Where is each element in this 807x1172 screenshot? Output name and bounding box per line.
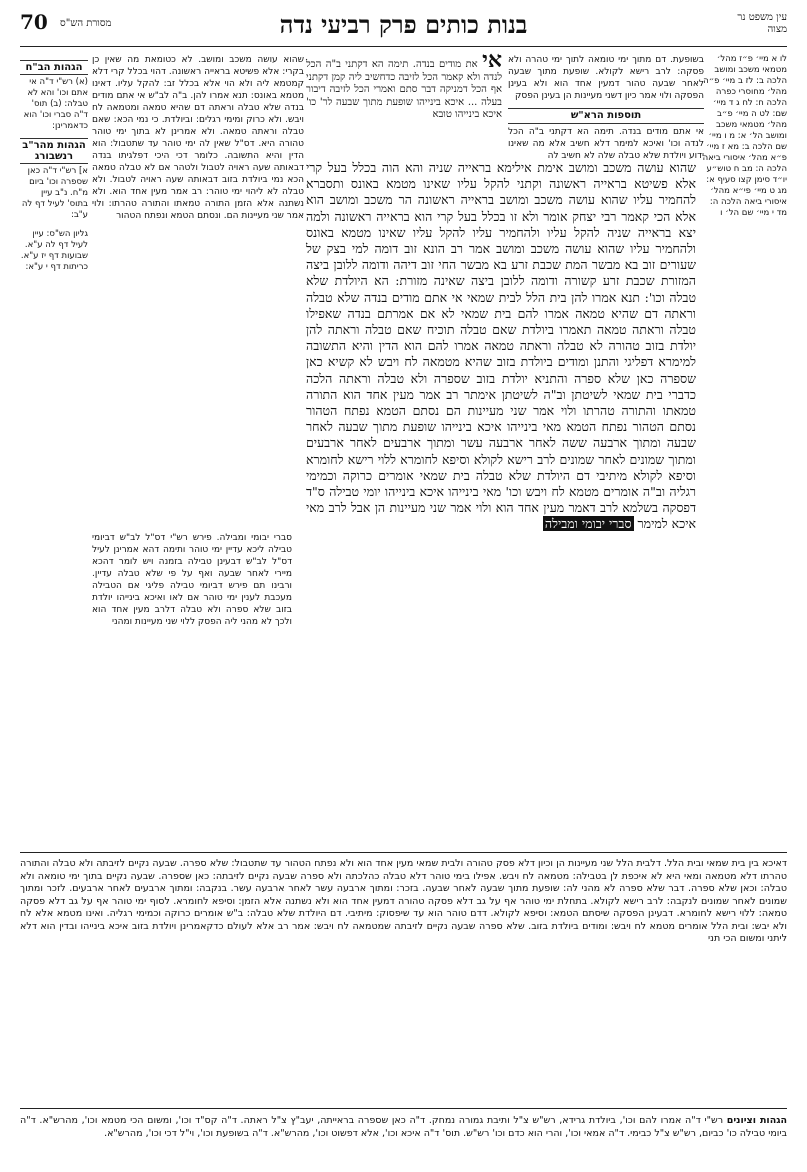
header-divider [20, 46, 787, 47]
bottom-divider [20, 852, 787, 853]
gilyon-hashas-text: גליון הש"ס: עיין לעיל דף לה ע"א. שבועות דף יז ע"א. כריתות דף י ע"א: [20, 229, 88, 272]
gemara-main-body: שהוא עושה משכב ומושב אימת אילימא בראייה שניה והא הוה בכלל בעל קרי אלא פשיטא בראייה ראשונה וקתני להקל עליו שאינו מטמא באונס ותסברא להחמיר עליו שהוא עושה משכב ומושב בראייה ראשונה הר משכב ומושב הוא אלא הכי קאמר רבי יצחק אומר ולא זו בכלל בעל קרי הוא בראייה ראשונה ולמה יצא בראייה שניה להקל עליו ולהחמיר עליו להקל עליו שאינו מטמא באונס ולהחמיר עליו שהוא עושה משכב ומושב אמר רב הונא זוב דומה למי בצק של שעורים זוב בא מבשר המת שכבת זרע בא מבשר החי זוב דיהה ודומה ללובן ביצה המזורת שכבת זרע קשורה ודומה ללובן ביצה שאינה מזורת: הא היולדת שלא טבלה וכו': תנא אמרו להן בית הלל לבית שמאי אי אתם מודים בנדה שלא טבלה וראתה דם שהיא טמאה אמרו להם בית שמאי לא אם אמרתם בנדה שאפילו טבלה וראתה טמאה תאמרו ביולדת שאם טבלה תוכיח שאם טבלה וראתה להן יולדת בזוב טהורה לא טבלה וראתה טמאה אמרו להם הוא הדין והיא התשובה למימרא דפליגי והתנן ומודים ביולדת בזוב שהיא מטמאה לח ויבש לא קשיא כאן שספרה כאן שלא ספרה והתניא יולדת בזוב שספרה ולא טבלה וראתה הלכה כדברי בית שמאי לשיטתן וב"ה לשיטתן אימתר רב אמר מעין אחד הוא התורה טמאתו והתורה טהרתו ולוי אמר שני מעיינות הם נסתם הטמא נפתח הטהור נסתם הטהור נפתח הטמא מאי בינייהו איכא בינייהו שופעת מתוך שבעה לאחר שבעה ומתוך ארבעה ששה לאחר ארבעה עשר ומתוך ארבעים לאחר ארבעים ומתוך שמונים לאחר שמונים לרב רישא לקולא וסיפא לחומרא ללוי רישא לחומרא וסיפא לקולא מיתיבי דם היולדת שלא טבלה בית שמאי אומרים כרוקה וכמימי רגליה וב"ה אומרים מטמא לח ויבש וכו' מאי בינייהו איכא בינייהו יומי טבילה ס"ד דפסקה בשלמא לרב דאמר מעין אחד הוא ולוי אמר שני מעיינות הן אבל לרב מאי איכא למימר [306, 160, 696, 532]
hagahot-bach-title: הגהות הב"ח [20, 60, 88, 75]
mesorat-label: מסורת הש"ס [60, 18, 112, 29]
eyn-mishpat-label: עין משפט נר מצוה [737, 12, 787, 35]
gemara-opening-word: אי [482, 47, 502, 73]
footer-divider [20, 1108, 787, 1109]
page-header [20, 10, 787, 42]
footer-title: הגהות וציונים [726, 1115, 787, 1126]
tosafot-harosh-title: תוספות הרא"ש [508, 108, 704, 124]
page-number: 70 [20, 10, 48, 34]
commentary-top-right [508, 54, 704, 161]
tosafot-harosh-text: אי אתם מודים בנדה. תימה הא דקתני ב"ה הכל לנדה וכו' ואיכא למימר דלא חשיב אלא מה שאינו ידוע ויולדת שלא טבלה שלה לא חשיב לה [508, 127, 704, 161]
rashi-commentary [92, 54, 304, 532]
bottom-commentary-text: דאיכא בין בית שמאי ובית הלל. דלבית הלל שני מעיינות הן וכיון דלא פסק טהורה ולבית שמאי מעין אחד הוא ולא נפתח הטהור עד שתטבול: שלא ספרה. שבעה נקיים לזיבתה ולא טבלה והתורה טהרתו דלא מטמאה ומאי היא לא איכפת לן בטבילה: מטמאה לח ויבש. אפילו בימי טוהר דלא טבלה כהלכתה ולא ספרה שבעה נקיים לזיבתה: כאן שספרה. שבעה נקיים בתוך ימי טומאה ולא טבלה: וכאן שלא ספרה. דבר שלא ספרה לא מהני לה: שופעת מתוך שבעה לאחר שבעה. בזכר: ומתוך ארבעה עשר לאחר ארבעה עשר. בנקבה: ומתוך ארבעים לאחר ארבעים. לזכר ומתוך שמונים לאחר שמונים לנקבה: לרב רישא לקולא. בתחלת ימי טוהר אף על גב דלא פסקה טהורה דמעין אחד הוא ולא נשתנה אלא הזמן: וסיפא לחומרא. לסוף ימי טוהר אף על גב דלא פסקה טמאה: ללוי רישא לחומרא. דבעינן הפסקה שיסתם הטמא: וסיפא לקולא. דדם טוהר הוא עד שיפסוק: מיתיבי. דם היולדת שלא טבלה: ב"ש אומרים כרוקה וכמימי רגליה. ואינו מטמא אלא לח ולא יבש: ובית הלל אומרים מטמא לח ויבש: ומודים ביולדת בזוב. שלא ספרה שבעה נקיים לזיבתה שמטמאה לח ויבש: אמר רב אלא לעולם כדקאמרינן ויולדת בזוב איכא בינייהו ובדין הוא דלא ליתני ומשום הכי תני [20, 858, 787, 944]
highlighted-phrase[interactable]: סברי יבומי ומבילה [544, 516, 632, 532]
rashi-text: שהוא עושה משכב ומושב. לא כטומאת מה שאין כן בקרי: אלא פשיטא בראייה ראשונה. דהוי בכלל קרי דלא קמטמא ליה ולא הוי אלא בכלל זב: להקל עליו. דאינו מטמא באונס: תנא אמרו להן. ב"ה לב"ש אי אתם מודים בנדה שלא טבלה וראתה דם שהיא טמאה ומטמאה לח ויבש. ולא כרוק ומימי רגלים: וביולדת. כי נמי הכא: שאם טבלה וראתה טמאה. ולא אמרינן לא בתוך ימי טוהר טהורה היא. דס"ל שאין לה ימי טוהר עד שתטבול: הוא הדין והיא התשובה. כלומר דכי היכי דפלגיתו בנדה דבאותה שעה ראויה לטבול ולטהר אם לא טבלה טמאה הכא נמי ביולדת בזוב דבאותה שעה ראויה לטבול. ולא טבלה לא ליהוי ימי טוהר: רב אמר מעין אחד הוא. ולא נשתנה אלא הזמן התורה טמאתו והתורה טהרתו: ולוי אמר שני מעיינות הם. ונסתם הטמא ונפתח הטהור [92, 55, 304, 221]
tosafot-commentary [92, 532, 292, 842]
footer-notes [20, 1114, 787, 1162]
gemara-top-text: את מודים בנדה. תימה הא דקתני ב"ה הכל לנדה ולא קאמר הכל לזיבה כדחשיב ליה קמן דקתני אף הכל דמניקה דבר סתם ואמרי הכל לזיבה דיבור בעלה ... איכא בינייהו שופעת מתוך שבעה לר' כו' איכא בינייהו טובא [306, 59, 502, 121]
eyn-mishpat-text: לו א מיי׳ פ״ז מהל׳ מטמאי משכב ומושב הלכה ב: לז ב מיי׳ פ״ה מהל׳ מחוסרי כפרה הלכה ח: לח ג ד מיי׳ שם: לט ה מיי׳ פ״ב מהל׳ מטמאי משכב ומושב הל׳ א: מ ו מיי׳ שם הלכה ב: מא ז מיי׳ פ״א מהל׳ איסורי ביאה הלכה ה: מב ח טוש״ע יו״ד סימן קצו סעיף א: מג ט מיי׳ פי״א מהל׳ איסורי ביאה הלכה ה: מד י מיי׳ שם הל׳ ו [702, 54, 787, 218]
commentary-top-right-text: בשופעת. דם מתוך ימי טומאה לתוך ימי טהרה ולא פסקה: לרב רישא לקולא. שופעת מתוך שבעה לאחר שבעה טהור דמעין אחד הוא ולא בעינן הפסקה ולוי אמר כיון דשני מעיינות הן בעינן הפסק [508, 55, 704, 101]
hagahot-maharab-title: הגהות מהר"ב רנשבורג [20, 138, 88, 164]
bottom-commentary [20, 858, 787, 1098]
footer-text: רש"י ד"ה אמרו להם וכו', ביולדת גרידא, רש"ש צ"ל ותיבת גמורה נמחק. ד"ה כאן שספרה בראייתה, יעב"ץ צ"ל ראתה. ד"ה קס"ד וכו', ומשום הכי מטמא וכו', מהרש"א. ד"ה ביומי טבילה כו' כביום, רש"ש צ"ל כבימי. ד"ה אמאי וכו', והרי הוא כדם וכו' רש"ש. תוס' ד"ה איכא וכו', אלא דפשוט וכו', מהרש"א. ד"ה בשופעת וכו', וי"ל דכי וכו', מהרש"א. [20, 1115, 787, 1139]
hagahot-bach-text: (א) רש"י ד"ה אי אתם וכו' והא לא טבלה: (ב) תוס' ד"ה סברי וכו' הוא כדאמרינן: [23, 77, 88, 131]
tosafot-text: סברי יבומי ומבילה. פירש רש"י דס"ל לב"ש דביומי טבילה ליכא עדיין ימי טוהר ותימה דהא אמרינן לעיל דס"ל לב"ש דבעינן טבילה בזמנה ויש לומר דהכא מיירי לאחר שבעה ואף על פי שלא טבלה עדיין. ורבינו תם פירש דביומי טבילה פליגי אם הטבילה מעכבת לענין ימי טוהר אם לאו ואיכא בינייהו יולדת בזוב שלא ספרה ולא טבלה דלרב מעין אחד הוא ולכך לא מהני ליה הפסק ללוי שני מעיינות ומהני [92, 533, 292, 627]
hagahot-maharab-text: א] רש"י ד"ה כאן שספרה וכו' ביום מ"ח. נ"ב עיין בתוס' לעיל דף לה ע"ב: [21, 166, 88, 220]
gemara-main-text [306, 160, 696, 850]
eyn-mishpat-column [699, 54, 787, 854]
page-title: בנות כותים פרק רביעי נדה [279, 10, 528, 39]
